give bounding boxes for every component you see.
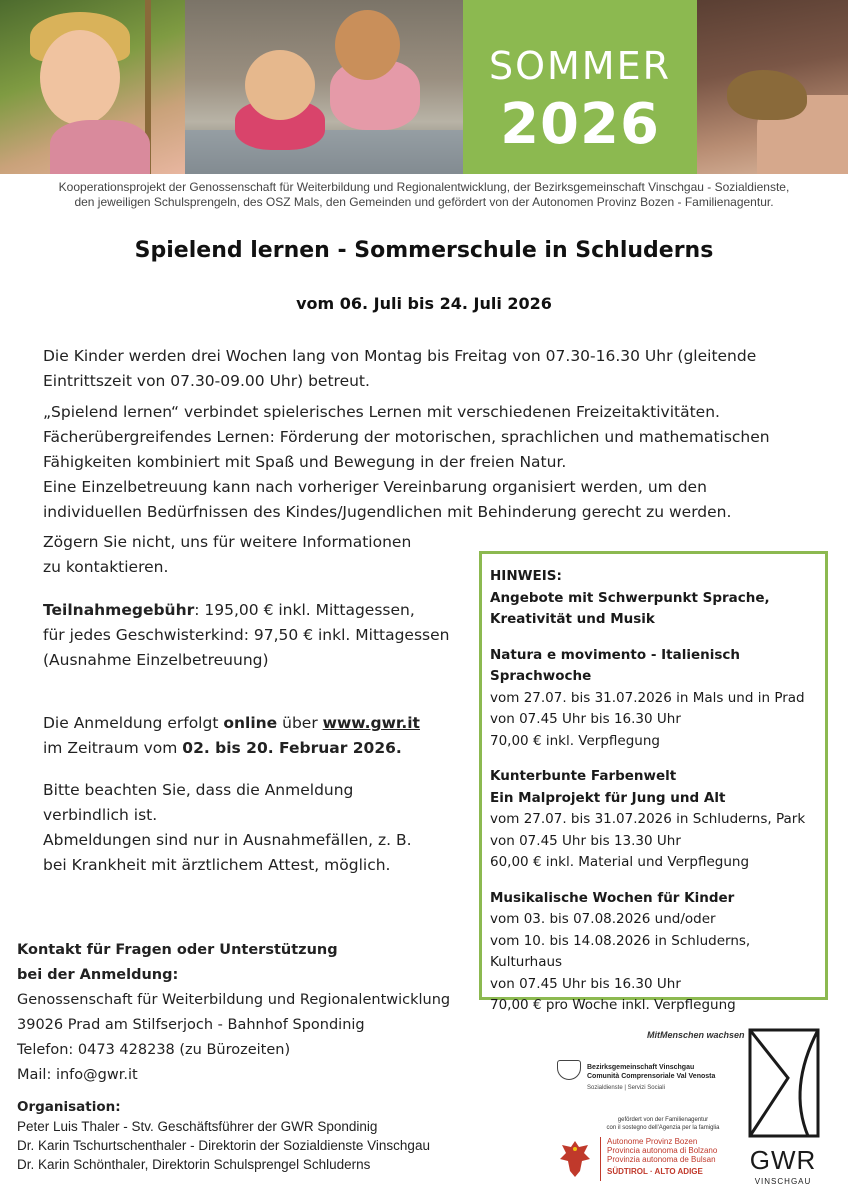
reg-text: über [277,714,323,732]
contact-heading: bei der Anmeldung: [17,967,179,983]
text-line: Fächerübergreifendes Lernen: Förderung der motorischen, sprachlichen und mathematischen [43,428,770,446]
province-line: Autonome Provinz Bozen [607,1137,698,1146]
organisation-line: Peter Luis Thaler - Stv. Geschäftsführer der GWR Spondinig [17,1119,378,1134]
contact-line: 39026 Prad am Stilfserjoch - Bahnhof Spondinig [17,1017,365,1033]
girl-body [50,120,150,174]
sommer-year: 2026 [500,92,660,157]
gwr-logo-mark [748,1028,820,1138]
hint-header [490,566,817,631]
offer-line: von 07.45 Uhr bis 16.30 Uhr [490,975,681,992]
text-line: Bitte beachten Sie, dass die Anmeldung [43,781,354,799]
registration-section [43,711,463,761]
province-divider [600,1137,601,1181]
offer-title: Natura e movimento - Italienisch [490,646,741,663]
offer-line: vom 27.07. bis 31.07.2026 in Mals und in Prad [490,689,805,706]
hint-heading: HINWEIS: [490,568,562,584]
hint-subheading: Angebote mit Schwerpunkt Sprache, [490,589,770,606]
mitmenschen-slogan: MitMenschen wachsen [647,1030,745,1040]
coop-line: den jeweiligen Schulsprengeln, des OSZ Mals, den Gemeinden und gefördert von der Autonomen Provinz Bozen - Familienagentur. [74,195,774,209]
offer-title: Musikalische Wochen für Kinder [490,889,735,906]
text-line: Abmeldungen sind nur in Ausnahmefällen, z. B. [43,831,412,849]
girl-face [40,30,120,125]
offer-title: Sprachwoche [490,668,592,684]
text-line: „Spielend lernen“ verbindet spielerisches Lernen mit verschiedenen Freizeitaktivitäten. [43,403,720,421]
intro-paragraph-1 [43,344,823,394]
agentur-line: con il sostegno dell'Agenzia per la famiglia [606,1125,720,1131]
text-line: zu kontaktieren. [43,558,169,576]
contact-phone: Telefon: 0473 428238 (zu Bürozeiten) [17,1042,291,1058]
offer-line: von 07.45 Uhr bis 13.30 Uhr [490,832,681,849]
agentur-line: gefördert von der Familienagentur [617,1117,709,1123]
page-title: Spielend lernen - Sommerschule in Schluderns [134,238,714,263]
hint-box [479,551,828,1013]
contact-line: Genossenschaft für Weiterbildung und Regionalentwicklung [17,992,451,1008]
fee-line-2: für jedes Geschwisterkind: 97,50 € inkl. Mittagessen [43,626,450,644]
sozialdienste-label: Sozialdienste | Servizi Sociali [587,1085,665,1091]
offer-line: 70,00 € pro Woche inkl. Verpflegung [490,997,736,1013]
stream-water [185,130,463,174]
date-line: vom 06. Juli bis 24. Juli 2026 [296,294,552,313]
reg-period: 02. bis 20. Februar 2026. [182,739,402,757]
hint-subheading: Kreativität und Musik [490,611,655,627]
reg-text: im Zeitraum vom [43,739,183,757]
gwr-wordmark: GWR [749,1145,817,1175]
sponsor-logos [555,1025,848,1200]
organisation-line: Dr. Karin Tschurtschenthaler - Direktorin der Sozialdienste Vinschgau [17,1138,430,1153]
sommer-badge [463,0,697,174]
fee-section [43,598,463,673]
province-line: Provinzia autonoma de Bulsan [607,1155,716,1164]
offer-line: vom 27.07. bis 31.07.2026 in Schluderns, Park [490,811,806,827]
fee-amount: : 195,00 € inkl. Mittagessen, [194,601,415,619]
text-line: Die Kinder werden drei Wochen lang von Montag bis Freitag von 07.30-16.30 Uhr (gleitende [43,347,757,365]
reg-text: Die Anmeldung erfolgt [43,714,224,732]
province-line: Provincia autonoma di Bolzano [607,1146,718,1155]
text-line: verbindlich ist. [43,806,158,824]
organisation-line: Dr. Karin Schönthaler, Direktorin Schulsprengel Schluderns [17,1157,371,1172]
offer-painting [490,766,817,874]
frog [727,70,807,120]
girl-a-head [245,50,315,120]
text-line: Eintrittszeit von 07.30-09.00 Uhr) betreut. [43,372,370,390]
bezirksgemeinschaft-name [587,1063,747,1081]
offer-title: Kunterbunte Farbenwelt [490,768,677,784]
cancellation-note [43,778,463,878]
text-line: individuellen Bedürfnissen des Kindes/Jugendlichen mit Behinderung gerecht zu werden. [43,503,732,521]
contact-invite [43,530,463,580]
organisation-section [17,1098,497,1174]
fee-line-1 [43,598,463,623]
fee-label: Teilnahmegebühr [43,601,195,619]
reg-online: online [223,714,278,732]
offer-line: vom 10. bis 14.08.2026 in Schluderns, Kulturhaus [490,932,751,970]
text-line: Zögern Sie nicht, uns für weitere Informationen [43,533,412,551]
cooperation-text [0,180,848,210]
suedtirol-label: SÜDTIROL · ALTO ADIGE [607,1167,703,1176]
contact-heading: Kontakt für Fragen oder Unterstützung [17,942,338,958]
bezirksgemeinschaft-logo-icon [557,1060,581,1080]
registration-line-2 [43,736,463,761]
registration-line-1 [43,711,463,736]
text-line: bei Krankheit mit ärztlichem Attest, möglich. [43,856,391,874]
offer-title: Ein Malprojekt für Jung und Alt [490,789,726,806]
offer-line: vom 03. bis 07.08.2026 und/oder [490,911,716,927]
photo-girl-swing [0,0,185,174]
text-line: Eine Einzelbetreuung kann nach vorheriger Vereinbarung organisiert werden, um den [43,478,707,496]
province-name [607,1137,757,1176]
contact-section [17,938,477,1088]
organisation-heading: Organisation: [17,1099,121,1115]
sommer-word: SOMMER [488,44,672,88]
text-line: Fähigkeiten kombiniert mit Spaß und Bewegung in der freien Natur. [43,453,567,471]
familienagentur-note [563,1116,763,1132]
bzg-line: Comunità Comprensoriale Val Venosta [587,1073,716,1080]
girl-b-head [335,10,400,80]
gwr-subtitle: VINSCHGAU [754,1177,812,1186]
offer-italian [490,645,817,753]
fee-line-3: (Ausnahme Einzelbetreuung) [43,651,269,669]
bzg-line: Bezirksgemeinschaft Vinschgau [587,1064,695,1071]
website-link[interactable]: www.gwr.it [322,714,420,732]
offer-line: 60,00 € inkl. Material und Verpflegung [490,854,750,870]
photo-frog-hand [697,0,848,174]
contact-mail[interactable]: Mail: info@gwr.it [17,1067,138,1083]
header-banner [0,0,848,174]
coop-line: Kooperationsprojekt der Genossenschaft für Weiterbildung und Regionalentwicklung, der Bezirksgemeinschaft Vinschgau - Sozialdienste, [58,180,790,194]
offer-line: 70,00 € inkl. Verpflegung [490,732,660,749]
intro-paragraph-2 [43,400,823,525]
offer-line: von 07.45 Uhr bis 16.30 Uhr [490,711,681,727]
photo-girls-stream [185,0,463,174]
offer-music [490,888,817,1017]
tyrolean-eagle-icon [558,1137,592,1181]
